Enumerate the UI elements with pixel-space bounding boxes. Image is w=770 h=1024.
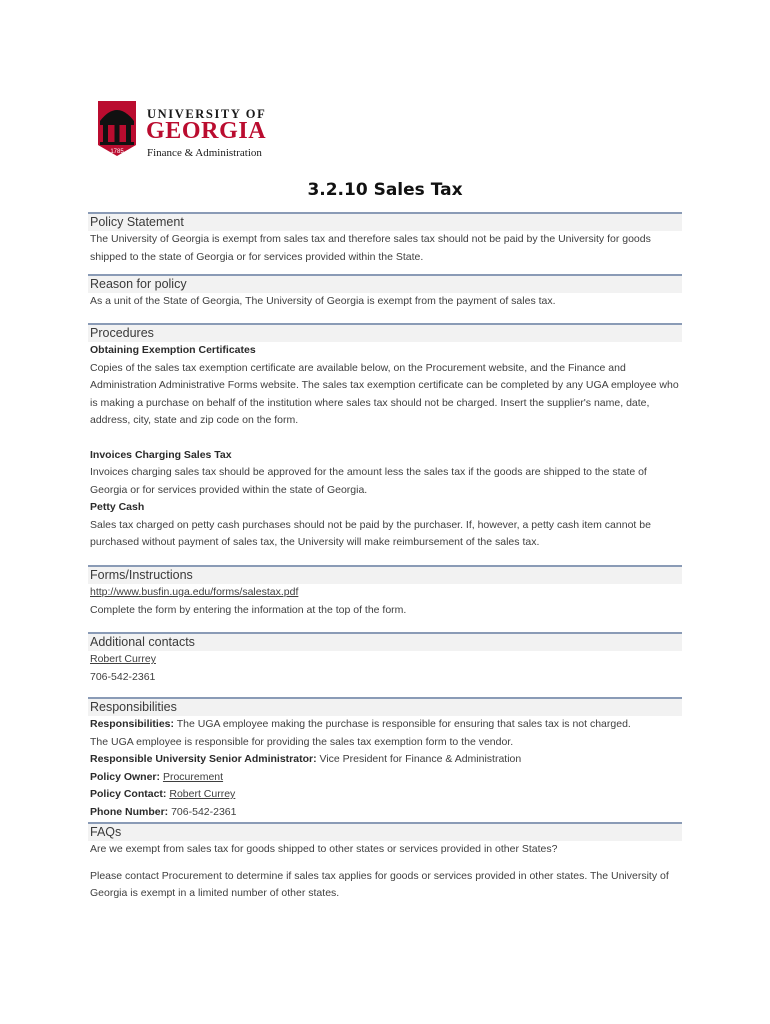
policy-contact-link[interactable]: Robert Currey (169, 788, 236, 800)
admin-value: Vice President for Finance & Administration (319, 753, 522, 765)
section-heading: FAQs (88, 822, 682, 841)
contact-phone: 706-542-2361 (90, 670, 156, 683)
forms-link[interactable]: http://www.busfin.uga.edu/forms/salestax.pdf (90, 586, 299, 598)
procedure-text: Copies of the sales tax exemption certificate are available below, on the Procurement website, and the Finance and Administration Administrative Forms website. The sales tax exemption certificate can be completed by any UGA employee who is making a purchase on behalf of the institution where sales tax should not be charged. Insert the supplier's name, date, address, city, state and zip code on the form. (90, 361, 679, 426)
page-title: 3.2.10 Sales Tax (307, 180, 463, 200)
section-heading: Forms/Instructions (88, 565, 682, 584)
procedure-subtitle: Obtaining Exemption Certificates (90, 344, 256, 356)
owner-link[interactable]: Procurement (162, 770, 224, 783)
logo-georgia: GEORGIA (146, 118, 267, 144)
section-forms (88, 565, 682, 619)
section-reason (88, 274, 682, 311)
phone-label: Phone Number: (90, 805, 169, 818)
section-heading: Policy Statement (88, 212, 682, 231)
responsibilities-label: Responsibilities: (90, 718, 175, 730)
procedure-text: Invoices charging sales tax should be approved for the amount less the sales tax if the goods are shipped to the state of Georgia or for services provided within the state of Georgia. (90, 466, 647, 496)
owner-label: Policy Owner: (90, 770, 161, 783)
section-heading: Additional contacts (88, 632, 682, 651)
policy-statement-text: The University of Georgia is exempt from sales tax and therefore sales tax should not be paid by the University for goods shipped to the state of Georgia or for services provided within the State. (90, 233, 651, 263)
contact-label: Policy Contact: (90, 788, 167, 800)
arch-logo-icon (98, 101, 142, 159)
procedure-subtitle: Petty Cash (90, 501, 145, 513)
forms-text: Complete the form by entering the information at the top of the form. (90, 603, 407, 616)
uga-logo (98, 101, 288, 161)
section-heading: Procedures (88, 323, 682, 342)
section-heading: Responsibilities (88, 697, 682, 716)
faq-answer: Please contact Procurement to determine if sales tax applies for goods or services provided in other states. The University of Georgia is exempt in a limited number of other states. (90, 869, 669, 899)
faq-question: Are we exempt from sales tax for goods shipped to other states or services provided in other States? (90, 843, 558, 855)
responsibilities-text2: The UGA employee is responsible for providing the sales tax exemption form to the vendor. (90, 735, 514, 748)
logo-finance-admin: Finance & Administration (147, 147, 262, 159)
section-faqs (88, 822, 682, 903)
procedure-subtitle: Invoices Charging Sales Tax (90, 448, 232, 461)
phone-value: 706-542-2361 (171, 805, 237, 818)
reason-text: As a unit of the State of Georgia, The University of Georgia is exempt from the payment of sales tax. (90, 295, 556, 307)
section-procedures (88, 323, 682, 552)
contact-name-link[interactable]: Robert Currey (90, 653, 156, 665)
admin-label: Responsible University Senior Administrator: (90, 753, 317, 765)
section-responsibilities (88, 697, 682, 821)
section-heading: Reason for policy (88, 274, 682, 293)
section-policy-statement (88, 212, 682, 266)
section-contacts (88, 632, 682, 686)
procedure-text: Sales tax charged on petty cash purchases should not be paid by the purchaser. If, however, a petty cash item cannot be purchased without payment of sales tax, the University will make reimbursement of the sales tax. (90, 518, 651, 548)
responsibilities-text: The UGA employee making the purchase is responsible for ensuring that sales tax is not charged. (176, 718, 631, 730)
logo-university-of: UNIVERSITY OF (147, 107, 267, 121)
svg-text:1785: 1785 (110, 149, 124, 155)
